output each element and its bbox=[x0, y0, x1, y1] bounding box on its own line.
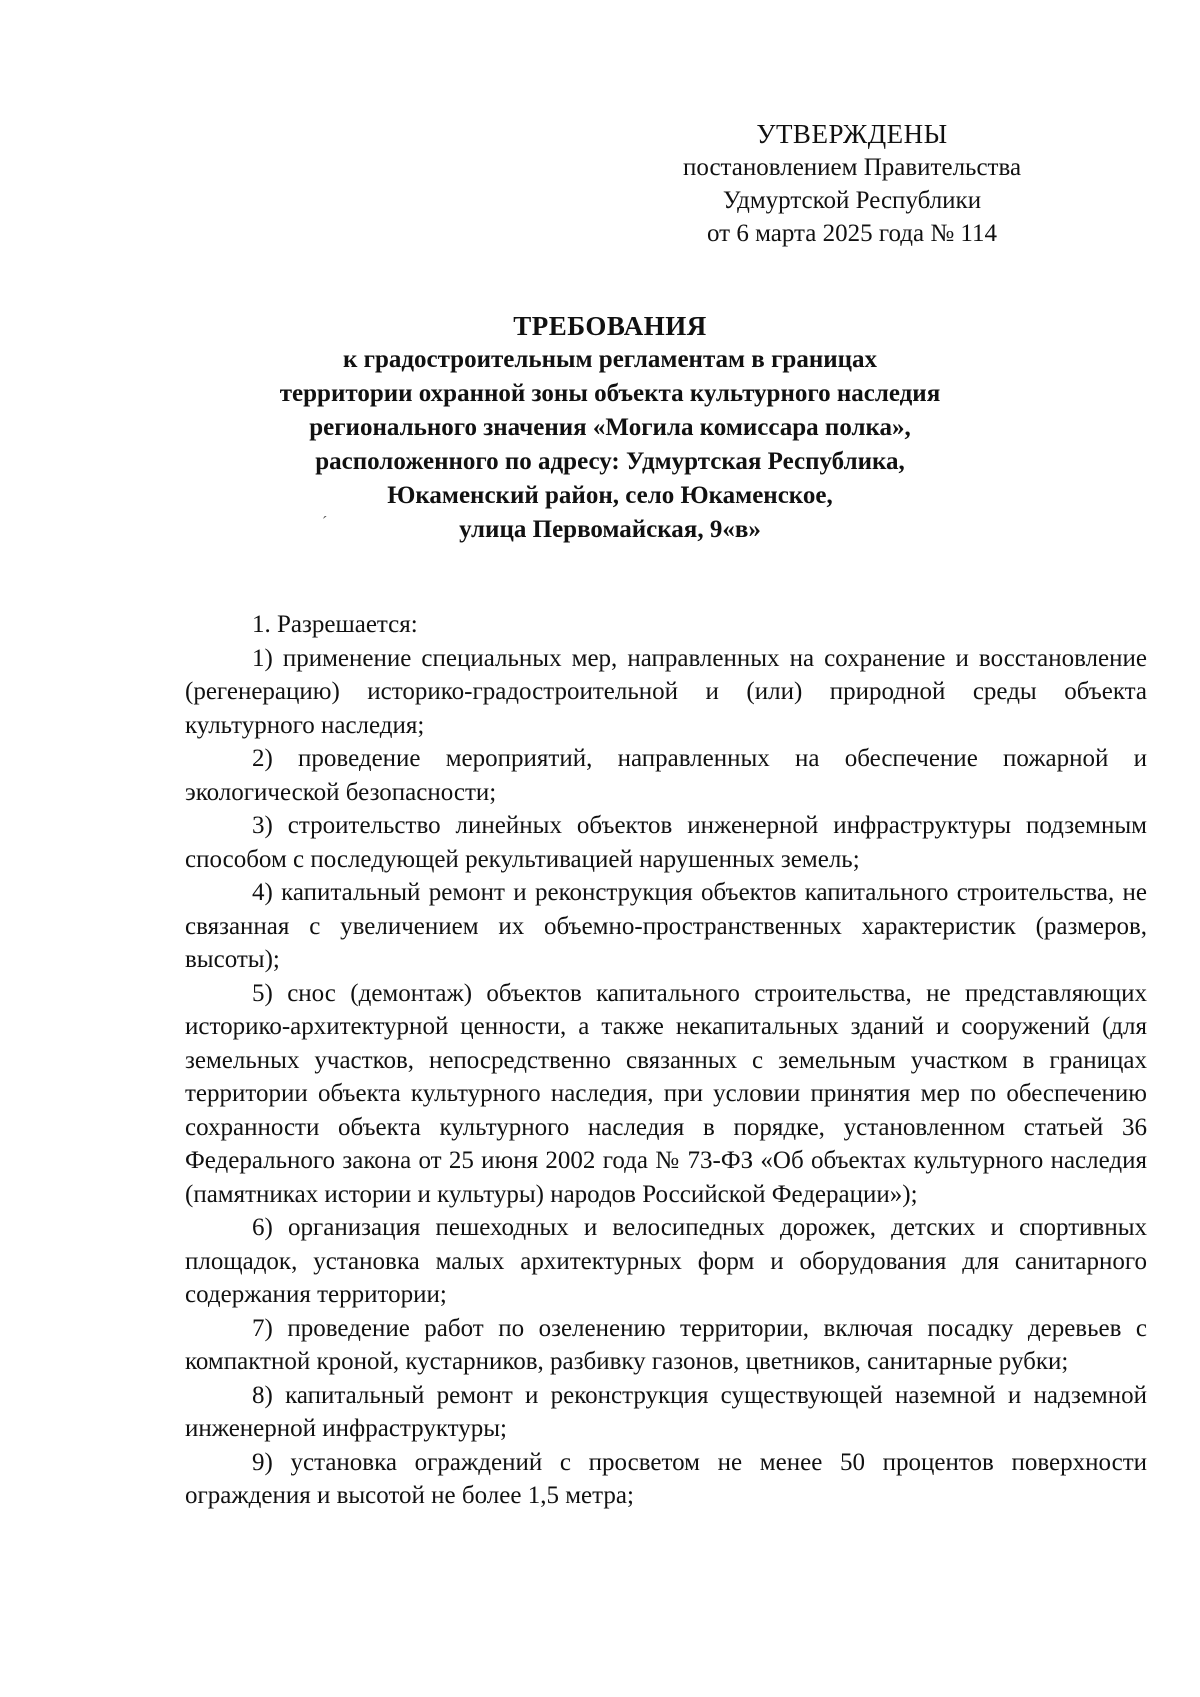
approval-stamp-block bbox=[672, 118, 1032, 250]
list-item: 5) снос (демонтаж) объектов капитального строительства, не представляющих историко-архитектурной ценности, а также некапитальных зданий и сооружений (для земельных участков, непосредственно связанных с земельным участком в границах территории объекта культурного наследия, при условии принятия мер по обеспечению сохранности объекта культурного наследия в порядке, установленном статьей 36 Федерального закона от 25 июня 2002 года № 73-ФЗ «Об объектах культурного наследия (памятниках истории и культуры) народов Российской Федерации»); bbox=[185, 979, 1147, 1208]
document-heading bbox=[180, 309, 1040, 547]
list-item: 7) проведение работ по озеленению территории, включая посадку деревьев с компактной кроной, кустарников, разбивку газонов, цветников, санитарные рубки; bbox=[185, 1314, 1147, 1375]
document-subtitle-line: расположенного по адресу: Удмуртская Республика, bbox=[315, 448, 905, 475]
section-heading: 1. Разрешается: bbox=[252, 611, 418, 638]
approval-line: постановлением Правительства bbox=[682, 154, 1022, 181]
list-item: 8) капитальный ремонт и реконструкция существующей наземной и надземной инженерной инфраструктуры; bbox=[185, 1381, 1147, 1442]
document-title: ТРЕБОВАНИЯ bbox=[513, 311, 707, 341]
list-item: 3) строительство линейных объектов инженерной инфраструктуры подземным способом с последующей рекультивацией нарушенных земель; bbox=[185, 812, 1147, 873]
list-item: 1) применение специальных мер, направленных на сохранение и восстановление (регенерацию) историко-градостроительной и (или) природной среды объекта культурного наследия; bbox=[185, 644, 1147, 739]
list-item: 6) организация пешеходных и велосипедных дорожек, детских и спортивных площадок, установка малых архитектурных форм и оборудования для санитарного содержания территории; bbox=[185, 1214, 1147, 1308]
document-body bbox=[185, 608, 1147, 1513]
list-item: 4) капитальный ремонт и реконструкция объектов капитального строительства, не связанная с увеличением их объемно-пространственных характеристик (размеров, высоты); bbox=[185, 879, 1147, 973]
list-item: 2) проведение мероприятий, направленных на обеспечение пожарной и экологической безопасности; bbox=[185, 745, 1147, 806]
document-subtitle-line: регионального значения «Могила комиссара полка», bbox=[309, 414, 911, 441]
document-subtitle-line: улица Первомайская, 9«в» bbox=[459, 516, 761, 543]
document-subtitle-line: Юкаменский район, село Юкаменское, bbox=[387, 482, 833, 509]
approval-title: УТВЕРЖДЕНЫ bbox=[756, 119, 948, 149]
document-subtitle-line: к градостроительным регламентам в границах bbox=[342, 346, 878, 373]
stray-pen-mark: ´ bbox=[322, 514, 328, 531]
approval-line: от 6 марта 2025 года № 114 bbox=[707, 220, 997, 247]
list-item: 9) установка ограждений с просветом не менее 50 процентов поверхности ограждения и высотой не более 1,5 метра; bbox=[185, 1448, 1147, 1509]
document-subtitle-line: территории охранной зоны объекта культурного наследия bbox=[279, 380, 941, 407]
approval-line: Удмуртской Республики bbox=[722, 187, 982, 214]
